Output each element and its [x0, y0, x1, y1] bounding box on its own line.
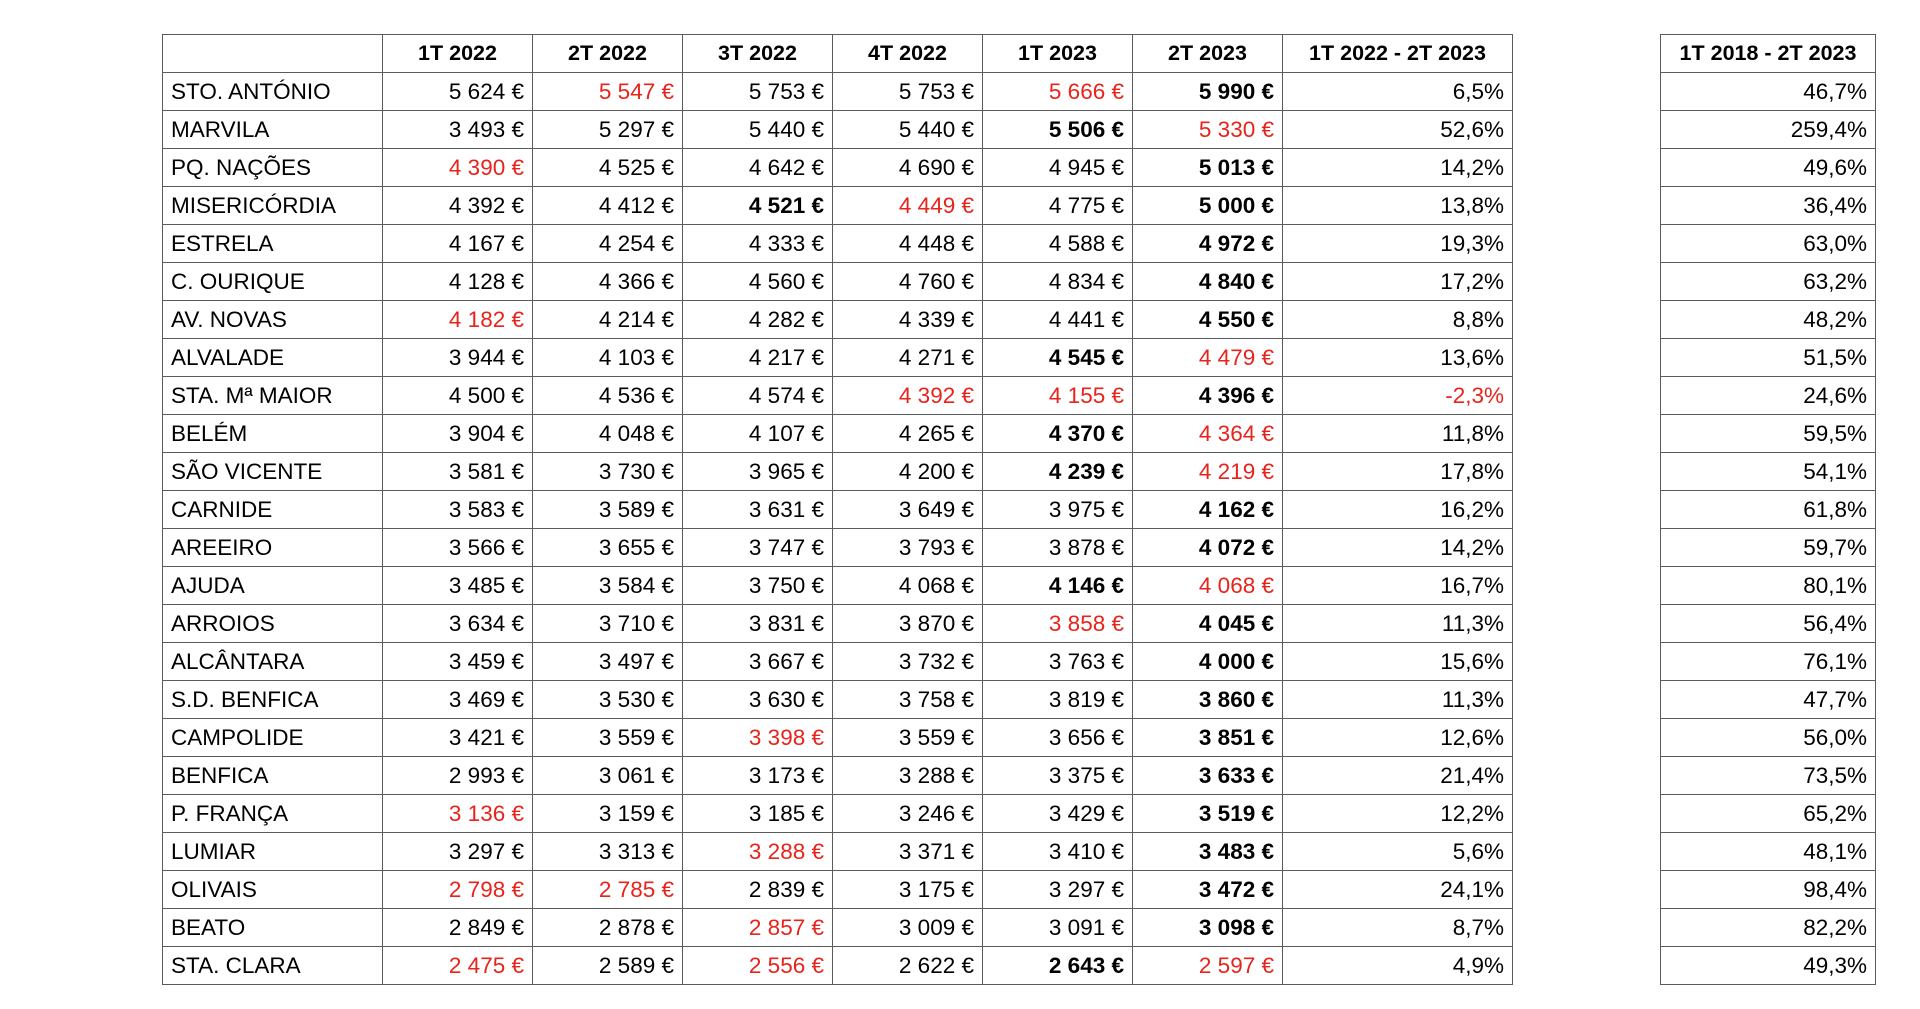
price-cell: 3 750 €: [683, 567, 833, 605]
price-cell: 4 396 €: [1133, 377, 1283, 415]
price-cell: 4 219 €: [1133, 453, 1283, 491]
table-row: [163, 301, 1513, 339]
price-cell: 3 497 €: [533, 643, 683, 681]
price-cell: 3 519 €: [1133, 795, 1283, 833]
side-table-row: [1661, 947, 1876, 985]
change-cell: 14,2%: [1283, 529, 1513, 567]
parish-name: CARNIDE: [163, 491, 383, 529]
side-table-row: [1661, 149, 1876, 187]
table-header-row: [163, 35, 1513, 73]
side-table-row: [1661, 415, 1876, 453]
table-row: [163, 187, 1513, 225]
change-cell: 24,1%: [1283, 871, 1513, 909]
price-cell: 4 364 €: [1133, 415, 1283, 453]
side-table-row: [1661, 111, 1876, 149]
price-cell: 4 449 €: [833, 187, 983, 225]
long-term-change-cell: 48,2%: [1661, 301, 1876, 339]
long-term-change-cell: 76,1%: [1661, 643, 1876, 681]
table-row: [163, 757, 1513, 795]
price-cell: 3 061 €: [533, 757, 683, 795]
table-row: [163, 453, 1513, 491]
price-cell: 4 479 €: [1133, 339, 1283, 377]
change-cell: 16,7%: [1283, 567, 1513, 605]
price-cell: 3 566 €: [383, 529, 533, 567]
price-cell: 3 559 €: [833, 719, 983, 757]
side-table-row: [1661, 871, 1876, 909]
price-cell: 3 655 €: [533, 529, 683, 567]
price-cell: 3 730 €: [533, 453, 683, 491]
parish-name: BENFICA: [163, 757, 383, 795]
price-cell: 3 493 €: [383, 111, 533, 149]
side-table-row: [1661, 567, 1876, 605]
price-cell: 3 904 €: [383, 415, 533, 453]
price-cell: 3 870 €: [833, 605, 983, 643]
table-row: [163, 73, 1513, 111]
price-cell: 4 271 €: [833, 339, 983, 377]
price-cell: 4 545 €: [983, 339, 1133, 377]
price-cell: 3 185 €: [683, 795, 833, 833]
price-cell: 4 146 €: [983, 567, 1133, 605]
table-row: [163, 643, 1513, 681]
change-cell: 19,3%: [1283, 225, 1513, 263]
long-term-change-cell: 80,1%: [1661, 567, 1876, 605]
table-row: [163, 719, 1513, 757]
parish-name: BEATO: [163, 909, 383, 947]
price-cell: 4 254 €: [533, 225, 683, 263]
long-term-change-cell: 98,4%: [1661, 871, 1876, 909]
price-cell: 4 642 €: [683, 149, 833, 187]
change-cell: 8,8%: [1283, 301, 1513, 339]
price-cell: 3 710 €: [533, 605, 683, 643]
long-term-change-cell: 63,0%: [1661, 225, 1876, 263]
price-cell: 3 246 €: [833, 795, 983, 833]
price-cell: 4 200 €: [833, 453, 983, 491]
price-cell: 5 297 €: [533, 111, 683, 149]
change-cell: 11,3%: [1283, 605, 1513, 643]
long-term-change-cell: 65,2%: [1661, 795, 1876, 833]
price-cell: 3 559 €: [533, 719, 683, 757]
price-cell: 4 536 €: [533, 377, 683, 415]
price-cell: 3 633 €: [1133, 757, 1283, 795]
table-row: [163, 491, 1513, 529]
side-table-row: [1661, 263, 1876, 301]
price-cell: 3 091 €: [983, 909, 1133, 947]
price-cell: 3 173 €: [683, 757, 833, 795]
parish-name: LUMIAR: [163, 833, 383, 871]
long-term-change-cell: 73,5%: [1661, 757, 1876, 795]
column-header: 4T 2022: [833, 35, 983, 73]
table-row: [163, 225, 1513, 263]
column-header: 3T 2022: [683, 35, 833, 73]
price-cell: 3 860 €: [1133, 681, 1283, 719]
price-cell: 4 690 €: [833, 149, 983, 187]
parish-name: PQ. NAÇÕES: [163, 149, 383, 187]
column-header: 1T 2022 - 2T 2023: [1283, 35, 1513, 73]
price-cell: 2 556 €: [683, 947, 833, 985]
price-cell: 2 785 €: [533, 871, 683, 909]
long-term-change-cell: 63,2%: [1661, 263, 1876, 301]
price-cell: 3 098 €: [1133, 909, 1283, 947]
price-cell: 3 878 €: [983, 529, 1133, 567]
price-cell: 3 297 €: [383, 833, 533, 871]
price-cell: 2 798 €: [383, 871, 533, 909]
price-cell: 3 485 €: [383, 567, 533, 605]
price-cell: 2 849 €: [383, 909, 533, 947]
parish-name: MARVILA: [163, 111, 383, 149]
parish-name: STA. CLARA: [163, 947, 383, 985]
change-cell: 6,5%: [1283, 73, 1513, 111]
price-table: [162, 34, 1513, 985]
price-cell: 3 297 €: [983, 871, 1133, 909]
price-cell: 2 643 €: [983, 947, 1133, 985]
price-cell: 3 589 €: [533, 491, 683, 529]
price-cell: 3 159 €: [533, 795, 683, 833]
price-cell: 4 760 €: [833, 263, 983, 301]
price-cell: 4 412 €: [533, 187, 683, 225]
table-row: [163, 947, 1513, 985]
change-cell: -2,3%: [1283, 377, 1513, 415]
price-cell: 5 440 €: [683, 111, 833, 149]
change-cell: 21,4%: [1283, 757, 1513, 795]
column-header: 2T 2022: [533, 35, 683, 73]
parish-name: STO. ANTÓNIO: [163, 73, 383, 111]
side-table-row: [1661, 605, 1876, 643]
price-cell: 3 944 €: [383, 339, 533, 377]
change-cell: 5,6%: [1283, 833, 1513, 871]
long-term-change-cell: 82,2%: [1661, 909, 1876, 947]
side-table-row: [1661, 529, 1876, 567]
price-cell: 4 000 €: [1133, 643, 1283, 681]
price-cell: 2 597 €: [1133, 947, 1283, 985]
price-cell: 5 990 €: [1133, 73, 1283, 111]
table-row: [163, 605, 1513, 643]
price-cell: 4 239 €: [983, 453, 1133, 491]
change-cell: 11,8%: [1283, 415, 1513, 453]
side-table-row: [1661, 757, 1876, 795]
price-cell: 5 440 €: [833, 111, 983, 149]
price-cell: 2 839 €: [683, 871, 833, 909]
price-cell: 4 068 €: [1133, 567, 1283, 605]
price-cell: 4 521 €: [683, 187, 833, 225]
price-cell: 4 550 €: [1133, 301, 1283, 339]
table-row: [163, 871, 1513, 909]
price-cell: 4 588 €: [983, 225, 1133, 263]
price-cell: 5 666 €: [983, 73, 1133, 111]
price-cell: 4 162 €: [1133, 491, 1283, 529]
side-table-row: [1661, 795, 1876, 833]
side-table-row: [1661, 377, 1876, 415]
price-cell: 3 429 €: [983, 795, 1133, 833]
long-term-change-cell: 259,4%: [1661, 111, 1876, 149]
change-cell: 15,6%: [1283, 643, 1513, 681]
table-row: [163, 529, 1513, 567]
parish-name: ALVALADE: [163, 339, 383, 377]
price-cell: 4 048 €: [533, 415, 683, 453]
change-cell: 11,3%: [1283, 681, 1513, 719]
parish-name: AREEIRO: [163, 529, 383, 567]
price-cell: 4 834 €: [983, 263, 1133, 301]
side-table-row: [1661, 719, 1876, 757]
parish-name: S.D. BENFICA: [163, 681, 383, 719]
price-cell: 5 753 €: [833, 73, 983, 111]
change-cell: 17,2%: [1283, 263, 1513, 301]
price-cell: 4 448 €: [833, 225, 983, 263]
change-cell: 13,6%: [1283, 339, 1513, 377]
price-cell: 3 793 €: [833, 529, 983, 567]
table-row: [163, 681, 1513, 719]
price-cell: 4 103 €: [533, 339, 683, 377]
side-table-row: [1661, 301, 1876, 339]
price-cell: 3 584 €: [533, 567, 683, 605]
side-table-body: [1661, 73, 1876, 985]
price-cell: 4 574 €: [683, 377, 833, 415]
price-cell: 3 634 €: [383, 605, 533, 643]
long-term-change-cell: 49,6%: [1661, 149, 1876, 187]
price-cell: 2 622 €: [833, 947, 983, 985]
column-header: 1T 2022: [383, 35, 533, 73]
price-cell: 4 128 €: [383, 263, 533, 301]
table-row: [163, 909, 1513, 947]
change-cell: 4,9%: [1283, 947, 1513, 985]
price-cell: 4 500 €: [383, 377, 533, 415]
side-table-row: [1661, 491, 1876, 529]
price-cell: 4 107 €: [683, 415, 833, 453]
price-cell: 4 045 €: [1133, 605, 1283, 643]
price-cell: 3 758 €: [833, 681, 983, 719]
table-row: [163, 111, 1513, 149]
price-cell: 3 667 €: [683, 643, 833, 681]
price-cell: 5 547 €: [533, 73, 683, 111]
long-term-change-cell: 51,5%: [1661, 339, 1876, 377]
price-cell: 3 965 €: [683, 453, 833, 491]
price-cell: 5 330 €: [1133, 111, 1283, 149]
parish-name: ARROIOS: [163, 605, 383, 643]
side-table-row: [1661, 643, 1876, 681]
parish-name: C. OURIQUE: [163, 263, 383, 301]
long-term-change-cell: 59,5%: [1661, 415, 1876, 453]
side-header-row: [1661, 35, 1876, 73]
table-row: [163, 833, 1513, 871]
long-term-change-cell: 36,4%: [1661, 187, 1876, 225]
price-cell: 4 333 €: [683, 225, 833, 263]
price-cell: 4 560 €: [683, 263, 833, 301]
price-cell: 3 175 €: [833, 871, 983, 909]
table-row: [163, 795, 1513, 833]
price-cell: 5 506 €: [983, 111, 1133, 149]
price-cell: 3 631 €: [683, 491, 833, 529]
price-cell: 4 072 €: [1133, 529, 1283, 567]
price-cell: 3 136 €: [383, 795, 533, 833]
price-cell: 4 392 €: [383, 187, 533, 225]
side-table-row: [1661, 909, 1876, 947]
price-cell: 2 589 €: [533, 947, 683, 985]
price-cell: 4 441 €: [983, 301, 1133, 339]
price-cell: 3 630 €: [683, 681, 833, 719]
price-cell: 3 656 €: [983, 719, 1133, 757]
change-cell: 52,6%: [1283, 111, 1513, 149]
price-cell: 3 858 €: [983, 605, 1133, 643]
price-cell: 2 878 €: [533, 909, 683, 947]
price-cell: 4 167 €: [383, 225, 533, 263]
parish-name: SÃO VICENTE: [163, 453, 383, 491]
long-term-change-cell: 49,3%: [1661, 947, 1876, 985]
long-term-change-cell: 47,7%: [1661, 681, 1876, 719]
parish-name: CAMPOLIDE: [163, 719, 383, 757]
side-table-row: [1661, 225, 1876, 263]
price-cell: 3 747 €: [683, 529, 833, 567]
price-cell: 4 392 €: [833, 377, 983, 415]
change-cell: 17,8%: [1283, 453, 1513, 491]
price-cell: 5 000 €: [1133, 187, 1283, 225]
change-cell: 16,2%: [1283, 491, 1513, 529]
side-table-row: [1661, 453, 1876, 491]
long-term-change-cell: 46,7%: [1661, 73, 1876, 111]
parish-name: BELÉM: [163, 415, 383, 453]
price-cell: 3 398 €: [683, 719, 833, 757]
price-cell: 4 972 €: [1133, 225, 1283, 263]
price-cell: 2 475 €: [383, 947, 533, 985]
price-cell: 4 282 €: [683, 301, 833, 339]
price-cell: 4 214 €: [533, 301, 683, 339]
parish-name: OLIVAIS: [163, 871, 383, 909]
price-cell: 4 366 €: [533, 263, 683, 301]
parish-name: ESTRELA: [163, 225, 383, 263]
side-table-row: [1661, 73, 1876, 111]
parish-name: ALCÂNTARA: [163, 643, 383, 681]
price-cell: 3 763 €: [983, 643, 1133, 681]
price-cell: 3 649 €: [833, 491, 983, 529]
long-term-change-cell: 61,8%: [1661, 491, 1876, 529]
price-cell: 4 775 €: [983, 187, 1133, 225]
side-table-row: [1661, 339, 1876, 377]
price-cell: 3 975 €: [983, 491, 1133, 529]
change-cell: 12,2%: [1283, 795, 1513, 833]
price-cell: 4 155 €: [983, 377, 1133, 415]
change-cell: 8,7%: [1283, 909, 1513, 947]
price-cell: 4 339 €: [833, 301, 983, 339]
column-header: 1T 2023: [983, 35, 1133, 73]
long-term-change-cell: 54,1%: [1661, 453, 1876, 491]
price-cell: 4 265 €: [833, 415, 983, 453]
column-header: [163, 35, 383, 73]
price-cell: 3 530 €: [533, 681, 683, 719]
table-row: [163, 415, 1513, 453]
price-cell: 5 753 €: [683, 73, 833, 111]
table-row: [163, 377, 1513, 415]
column-header: 2T 2023: [1133, 35, 1283, 73]
table-row: [163, 339, 1513, 377]
price-cell: 4 370 €: [983, 415, 1133, 453]
price-cell: 3 583 €: [383, 491, 533, 529]
price-cell: 4 182 €: [383, 301, 533, 339]
price-cell: 5 624 €: [383, 73, 533, 111]
table-row: [163, 263, 1513, 301]
parish-name: P. FRANÇA: [163, 795, 383, 833]
price-cell: 3 851 €: [1133, 719, 1283, 757]
change-cell: 14,2%: [1283, 149, 1513, 187]
long-term-change-table: [1660, 34, 1876, 985]
price-cell: 3 421 €: [383, 719, 533, 757]
price-cell: 3 483 €: [1133, 833, 1283, 871]
table-row: [163, 567, 1513, 605]
price-cell: 3 819 €: [983, 681, 1133, 719]
price-cell: 3 313 €: [533, 833, 683, 871]
change-cell: 12,6%: [1283, 719, 1513, 757]
price-cell: 3 732 €: [833, 643, 983, 681]
price-cell: 3 581 €: [383, 453, 533, 491]
price-cell: 4 068 €: [833, 567, 983, 605]
long-term-change-cell: 59,7%: [1661, 529, 1876, 567]
price-cell: 4 525 €: [533, 149, 683, 187]
side-table-row: [1661, 681, 1876, 719]
table-row: [163, 149, 1513, 187]
price-cell: 3 375 €: [983, 757, 1133, 795]
price-cell: 3 469 €: [383, 681, 533, 719]
table-body: [163, 73, 1513, 985]
long-term-change-cell: 48,1%: [1661, 833, 1876, 871]
price-cell: 3 410 €: [983, 833, 1133, 871]
price-cell: 4 840 €: [1133, 263, 1283, 301]
price-cell: 4 217 €: [683, 339, 833, 377]
price-cell: 3 459 €: [383, 643, 533, 681]
price-cell: 3 371 €: [833, 833, 983, 871]
side-header-cell: 1T 2018 - 2T 2023: [1661, 35, 1876, 73]
price-cell: 2 857 €: [683, 909, 833, 947]
price-cell: 5 013 €: [1133, 149, 1283, 187]
price-cell: 3 009 €: [833, 909, 983, 947]
price-cell: 3 831 €: [683, 605, 833, 643]
price-cell: 4 945 €: [983, 149, 1133, 187]
parish-name: MISERICÓRDIA: [163, 187, 383, 225]
side-table-row: [1661, 187, 1876, 225]
price-cell: 3 472 €: [1133, 871, 1283, 909]
long-term-change-cell: 56,4%: [1661, 605, 1876, 643]
price-cell: 3 288 €: [833, 757, 983, 795]
long-term-change-cell: 24,6%: [1661, 377, 1876, 415]
long-term-change-cell: 56,0%: [1661, 719, 1876, 757]
price-cell: 4 390 €: [383, 149, 533, 187]
price-cell: 2 993 €: [383, 757, 533, 795]
parish-name: AV. NOVAS: [163, 301, 383, 339]
change-cell: 13,8%: [1283, 187, 1513, 225]
price-cell: 3 288 €: [683, 833, 833, 871]
parish-name: AJUDA: [163, 567, 383, 605]
parish-name: STA. Mª MAIOR: [163, 377, 383, 415]
side-table-row: [1661, 833, 1876, 871]
